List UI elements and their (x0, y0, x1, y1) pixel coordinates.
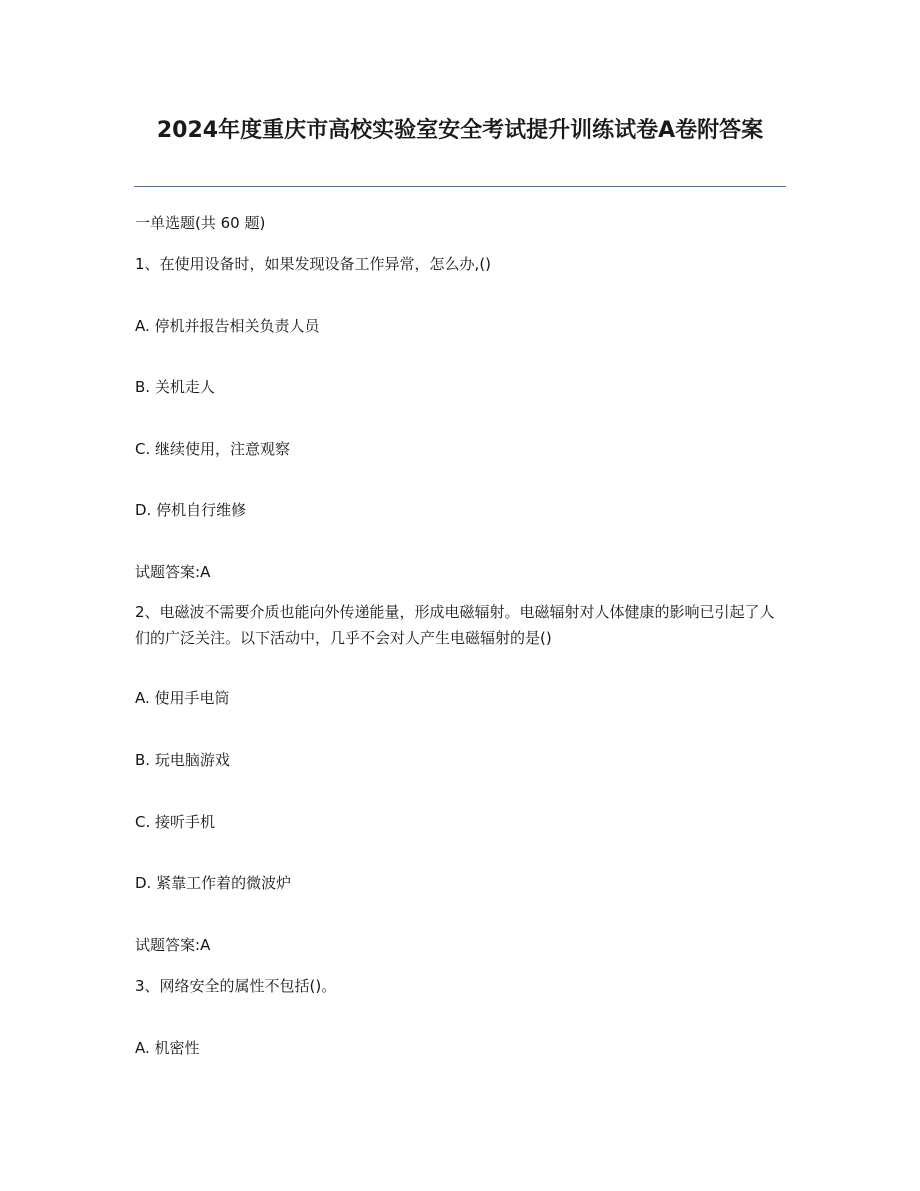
question-1-answer (135, 559, 210, 585)
question-2-option-d: D. 紧靠工作着的微波炉 (135, 874, 292, 892)
question-1-option-d: D. 停机自行维修 (135, 501, 247, 519)
question-2-option-b: B. 玩电脑游戏 (135, 751, 230, 769)
section-header: 一单选题(共 60 题) (135, 214, 266, 232)
question-2-option-c: C. 接听手机 (135, 813, 216, 831)
question-1-option-b: B. 关机走人 (135, 378, 215, 396)
answer-value: A (200, 936, 211, 954)
question-3-stem: 3、网络安全的属性不包括()。 (135, 977, 337, 995)
question-2-option-a: A. 使用手电筒 (135, 689, 230, 707)
document-title: 2024年度重庆市高校实验室安全考试提升训练试卷A卷附答案 (156, 118, 764, 143)
question-3-option-a: A. 机密性 (135, 1039, 200, 1057)
question-2-stem: 2、电磁波不需要介质也能向外传递能量，形成电磁辐射。电磁辐射对人体健康的影响已引起了人们的广泛关注。以下活动中，几乎不会对人产生电磁辐射的是() (135, 603, 775, 647)
question-2-answer (135, 932, 210, 958)
answer-label: 试题答案: (135, 563, 201, 581)
answer-label: 试题答案: (135, 936, 201, 954)
answer-value: A (200, 563, 211, 581)
title-divider (134, 186, 786, 187)
question-1-option-c: C. 继续使用，注意观察 (135, 440, 291, 458)
question-1-option-a: A. 停机并报告相关负责人员 (135, 317, 320, 335)
question-1-stem: 1、在使用设备时，如果发现设备工作异常，怎么办,() (135, 255, 492, 273)
